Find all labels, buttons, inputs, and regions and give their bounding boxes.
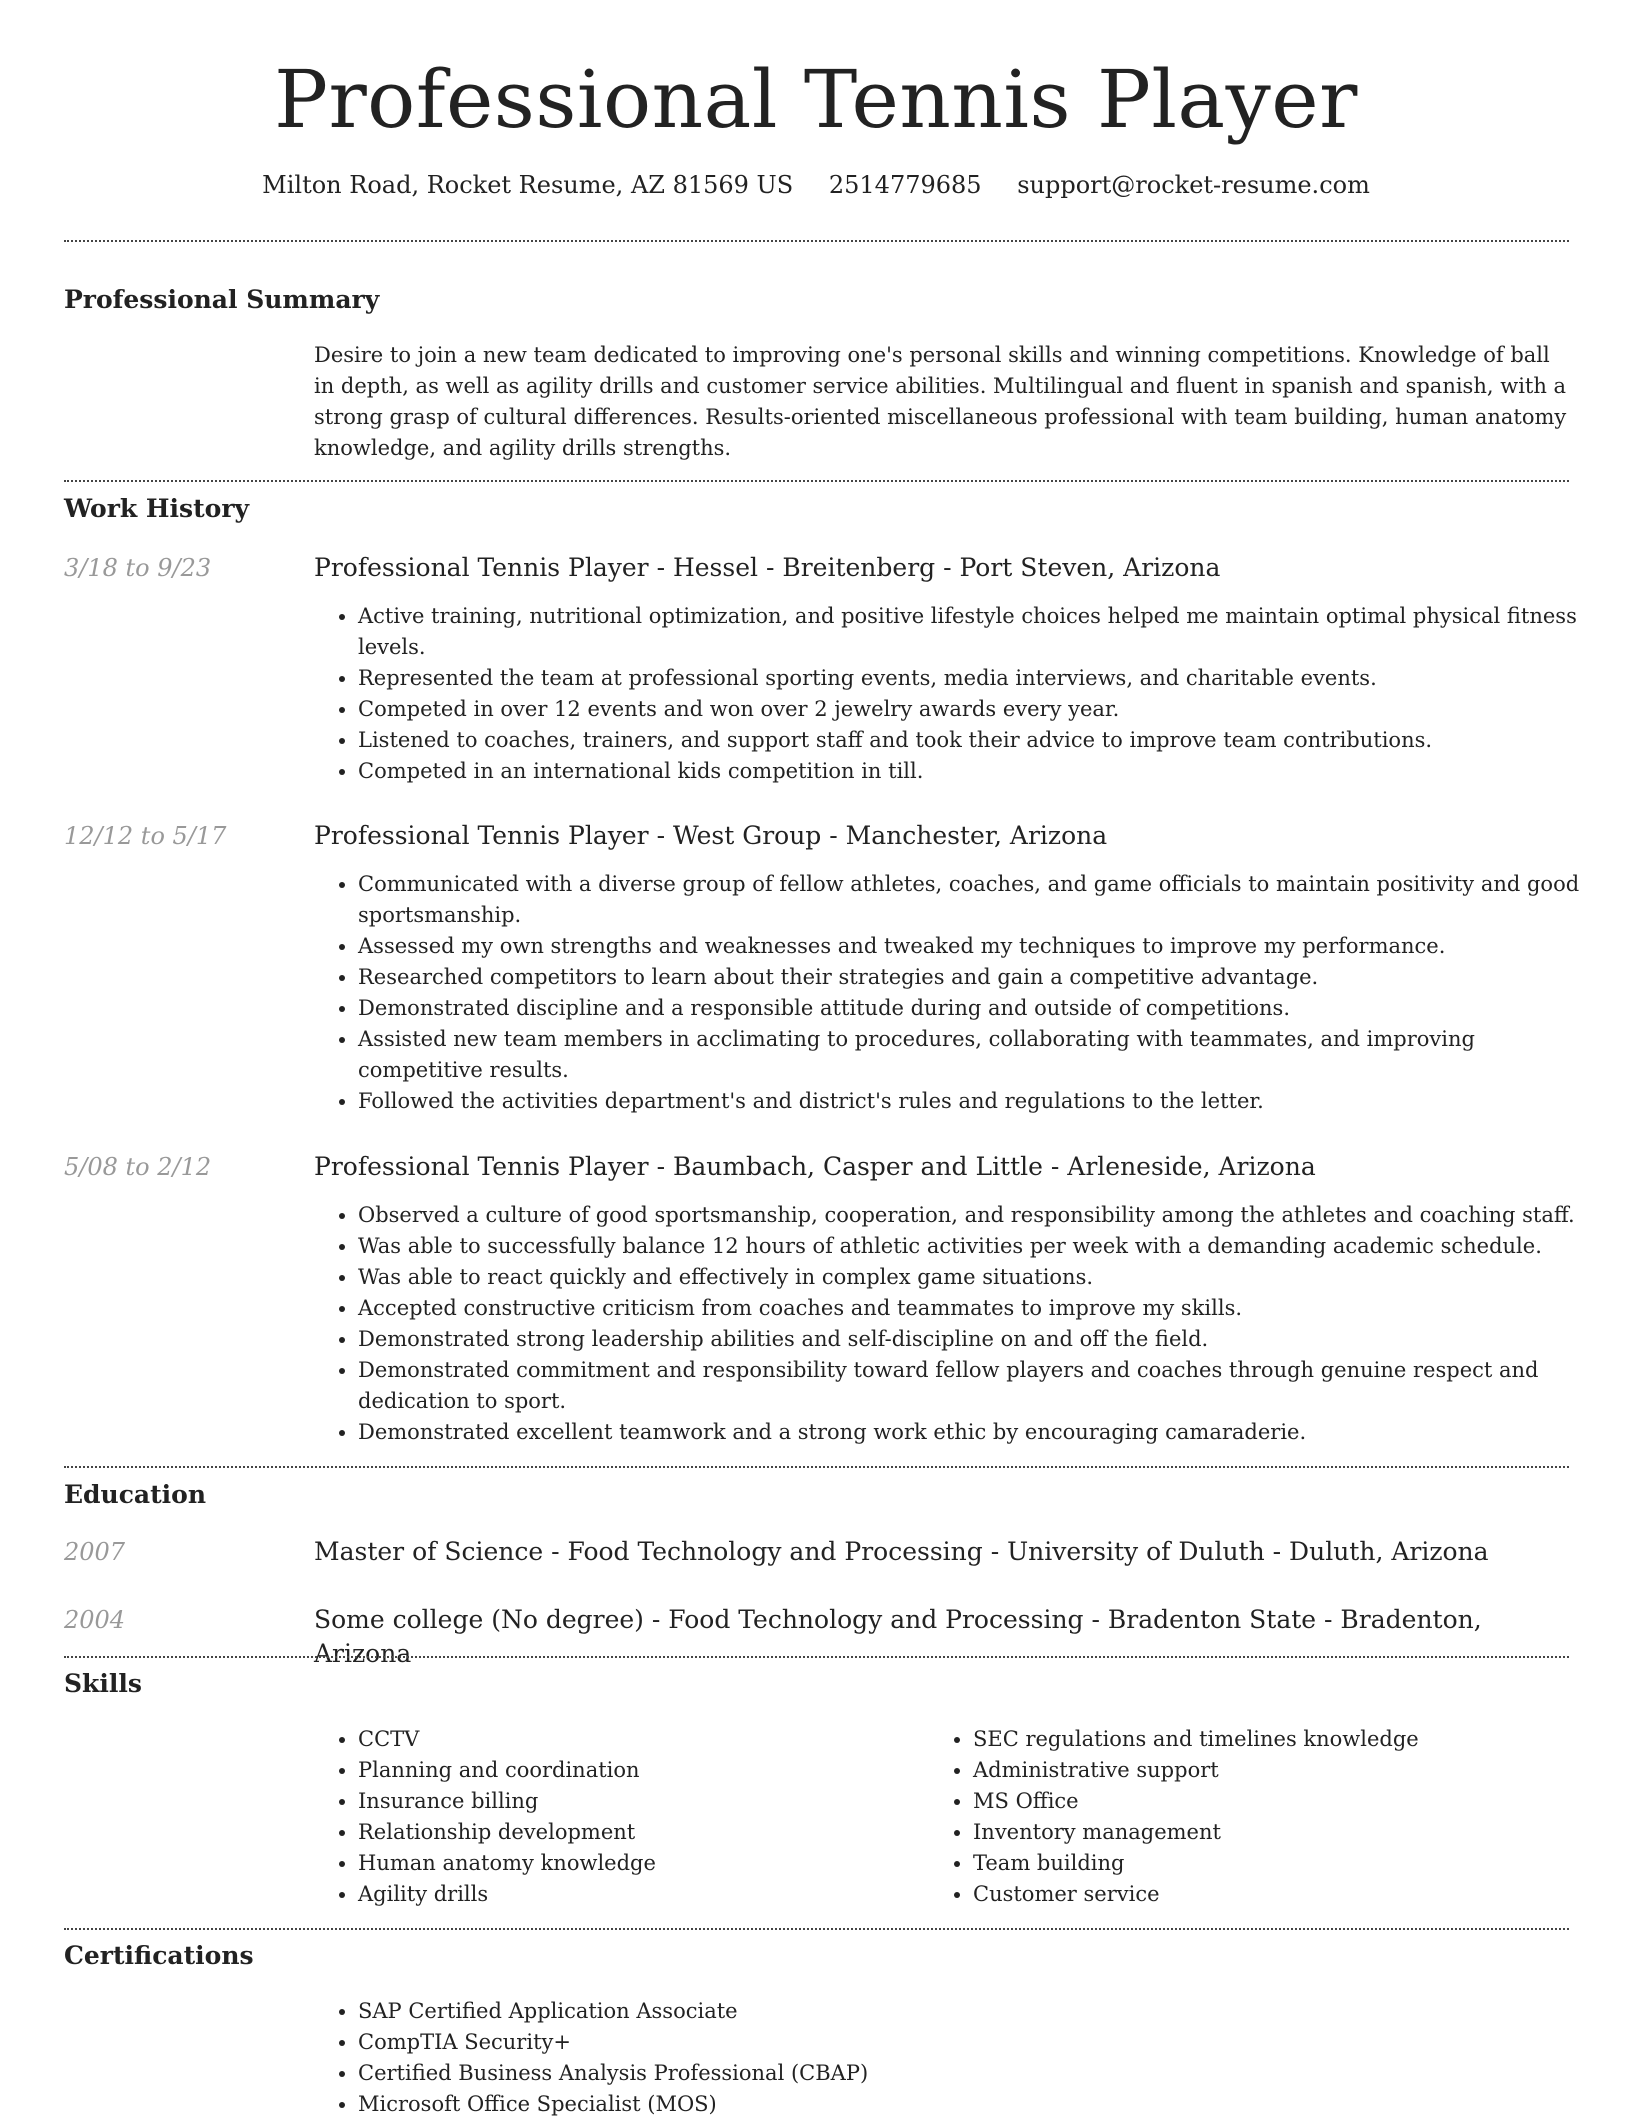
skill-item: • Customer service <box>973 1879 1593 1910</box>
job-bullet: • Communicated with a diverse group of fellow athletes, coaches, and game officials to maintain positivity and good sportsmanship. <box>358 869 1588 931</box>
divider <box>64 1466 1569 1468</box>
job-bullet: • Listened to coaches, trainers, and support staff and took their advice to improve team contributions. <box>358 725 1588 756</box>
divider <box>64 1928 1569 1930</box>
skill-item: • Inventory management <box>973 1817 1593 1848</box>
job-dates: 12/12 to 5/17 <box>64 822 227 850</box>
education-degree: Some college (No degree) - Food Technology and Processing - Bradenton State - Bradenton, Arizona <box>314 1605 1482 1668</box>
summary-title: Professional Summary <box>64 285 380 314</box>
job-dates: 3/18 to 9/23 <box>64 554 212 582</box>
summary-body <box>314 340 1569 464</box>
education-title: Education <box>64 1480 207 1509</box>
candidate-name: Professional Tennis Player <box>274 53 1358 146</box>
summary-section <box>64 284 1569 316</box>
certification-item: • Certified Business Analysis Professional (CBAP) <box>358 2058 1558 2089</box>
job-bullets <box>314 869 1588 1117</box>
certifications-title: Certifications <box>64 1941 254 1970</box>
contact-email[interactable]: support@rocket-resume.com <box>1017 171 1370 199</box>
certification-item: • SAP Certified Application Associate <box>358 1996 1558 2027</box>
job-bullet: • Accepted constructive criticism from coaches and teammates to improve my skills. <box>358 1293 1588 1324</box>
job-role: Professional Tennis Player - Hessel - Breitenberg - Port Steven, Arizona <box>314 553 1221 582</box>
education-year: 2007 <box>64 1538 126 1566</box>
job-bullet: • Competed in over 12 events and won over 2 jewelry awards every year. <box>358 694 1588 725</box>
job-bullet: • Was able to successfully balance 12 hours of athletic activities per week with a demanding academic schedule. <box>358 1231 1588 1262</box>
certifications-list <box>314 1996 1558 2120</box>
skill-item: • MS Office <box>973 1786 1593 1817</box>
skills-list-right <box>929 1724 1593 1910</box>
job-bullet: • Demonstrated strong leadership abilities and self-discipline on and off the field. <box>358 1324 1588 1355</box>
skills-title: Skills <box>64 1669 142 1698</box>
divider <box>64 240 1569 242</box>
contact-address: Milton Road, Rocket Resume, AZ 81569 US <box>262 171 794 199</box>
divider <box>64 1656 1569 1658</box>
certifications-section <box>64 1940 1569 1972</box>
skill-item: • Relationship development <box>358 1817 928 1848</box>
skill-item: • Insurance billing <box>358 1786 928 1817</box>
job-role: Professional Tennis Player - West Group - Manchester, Arizona <box>314 821 1108 850</box>
skill-item: • Planning and coordination <box>358 1755 928 1786</box>
job-bullet: • Demonstrated commitment and responsibility toward fellow players and coaches through genuine respect and dedication to sport. <box>358 1355 1588 1417</box>
job-bullet: • Was able to react quickly and effectively in complex game situations. <box>358 1262 1588 1293</box>
job-role: Professional Tennis Player - Baumbach, Casper and Little - Arleneside, Arizona <box>314 1152 1316 1181</box>
work-history-title: Work History <box>64 494 250 523</box>
skill-item: • Agility drills <box>358 1879 928 1910</box>
work-history-section <box>64 493 1569 525</box>
job-dates: 5/08 to 2/12 <box>64 1153 212 1181</box>
skill-item: • SEC regulations and timelines knowledge <box>973 1724 1593 1755</box>
divider <box>64 480 1569 482</box>
job-bullet: • Assessed my own strengths and weaknesses and tweaked my techniques to improve my performance. <box>358 931 1588 962</box>
skill-item: • Human anatomy knowledge <box>358 1848 928 1879</box>
job-bullet: • Demonstrated excellent teamwork and a strong work ethic by encouraging camaraderie. <box>358 1417 1588 1448</box>
job-bullet: • Competed in an international kids competition in till. <box>358 756 1588 787</box>
job-bullets <box>314 1200 1588 1448</box>
job-bullet: • Researched competitors to learn about their strategies and gain a competitive advantage. <box>358 962 1588 993</box>
education-section <box>64 1479 1569 1511</box>
education-degree: Master of Science - Food Technology and Processing - University of Duluth - Duluth, Arizona <box>314 1537 1489 1566</box>
skill-item: • Team building <box>973 1848 1593 1879</box>
certification-item: • CompTIA Security+ <box>358 2027 1558 2058</box>
skills-section <box>64 1668 1569 1700</box>
job-bullet: • Active training, nutritional optimization, and positive lifestyle choices helped me maintain optimal physical fitness levels. <box>358 601 1588 663</box>
job-bullet: • Observed a culture of good sportsmanship, cooperation, and responsibility among the athletes and coaching staff. <box>358 1200 1588 1231</box>
contact-phone: 2514779685 <box>828 171 982 199</box>
job-bullet: • Followed the activities department's and district's rules and regulations to the letter. <box>358 1086 1588 1117</box>
skill-item: • CCTV <box>358 1724 928 1755</box>
skills-list-left <box>314 1724 928 1910</box>
education-year: 2004 <box>64 1606 126 1634</box>
job-bullet: • Represented the team at professional sporting events, media interviews, and charitable events. <box>358 663 1588 694</box>
job-bullet: • Demonstrated discipline and a responsible attitude during and outside of competitions. <box>358 993 1588 1024</box>
job-bullets <box>314 601 1588 787</box>
skill-item: • Administrative support <box>973 1755 1593 1786</box>
contact-line <box>0 103 1632 201</box>
summary-text: Desire to join a new team dedicated to improving one's personal skills and winning competitions. Knowledge of ball in depth, as well as agility drills and customer service abilities. Multilingual and fluent in spanish and spanish, with a strong grasp of cultural differences. Results-oriented miscellaneous professional with team building, human anatomy knowledge, and agility drills strengths. <box>314 343 1567 460</box>
certification-item: • Microsoft Office Specialist (MOS) <box>358 2089 1558 2120</box>
job-bullet: • Assisted new team members in acclimating to procedures, collaborating with teammates, and improving competitive results. <box>358 1024 1588 1086</box>
